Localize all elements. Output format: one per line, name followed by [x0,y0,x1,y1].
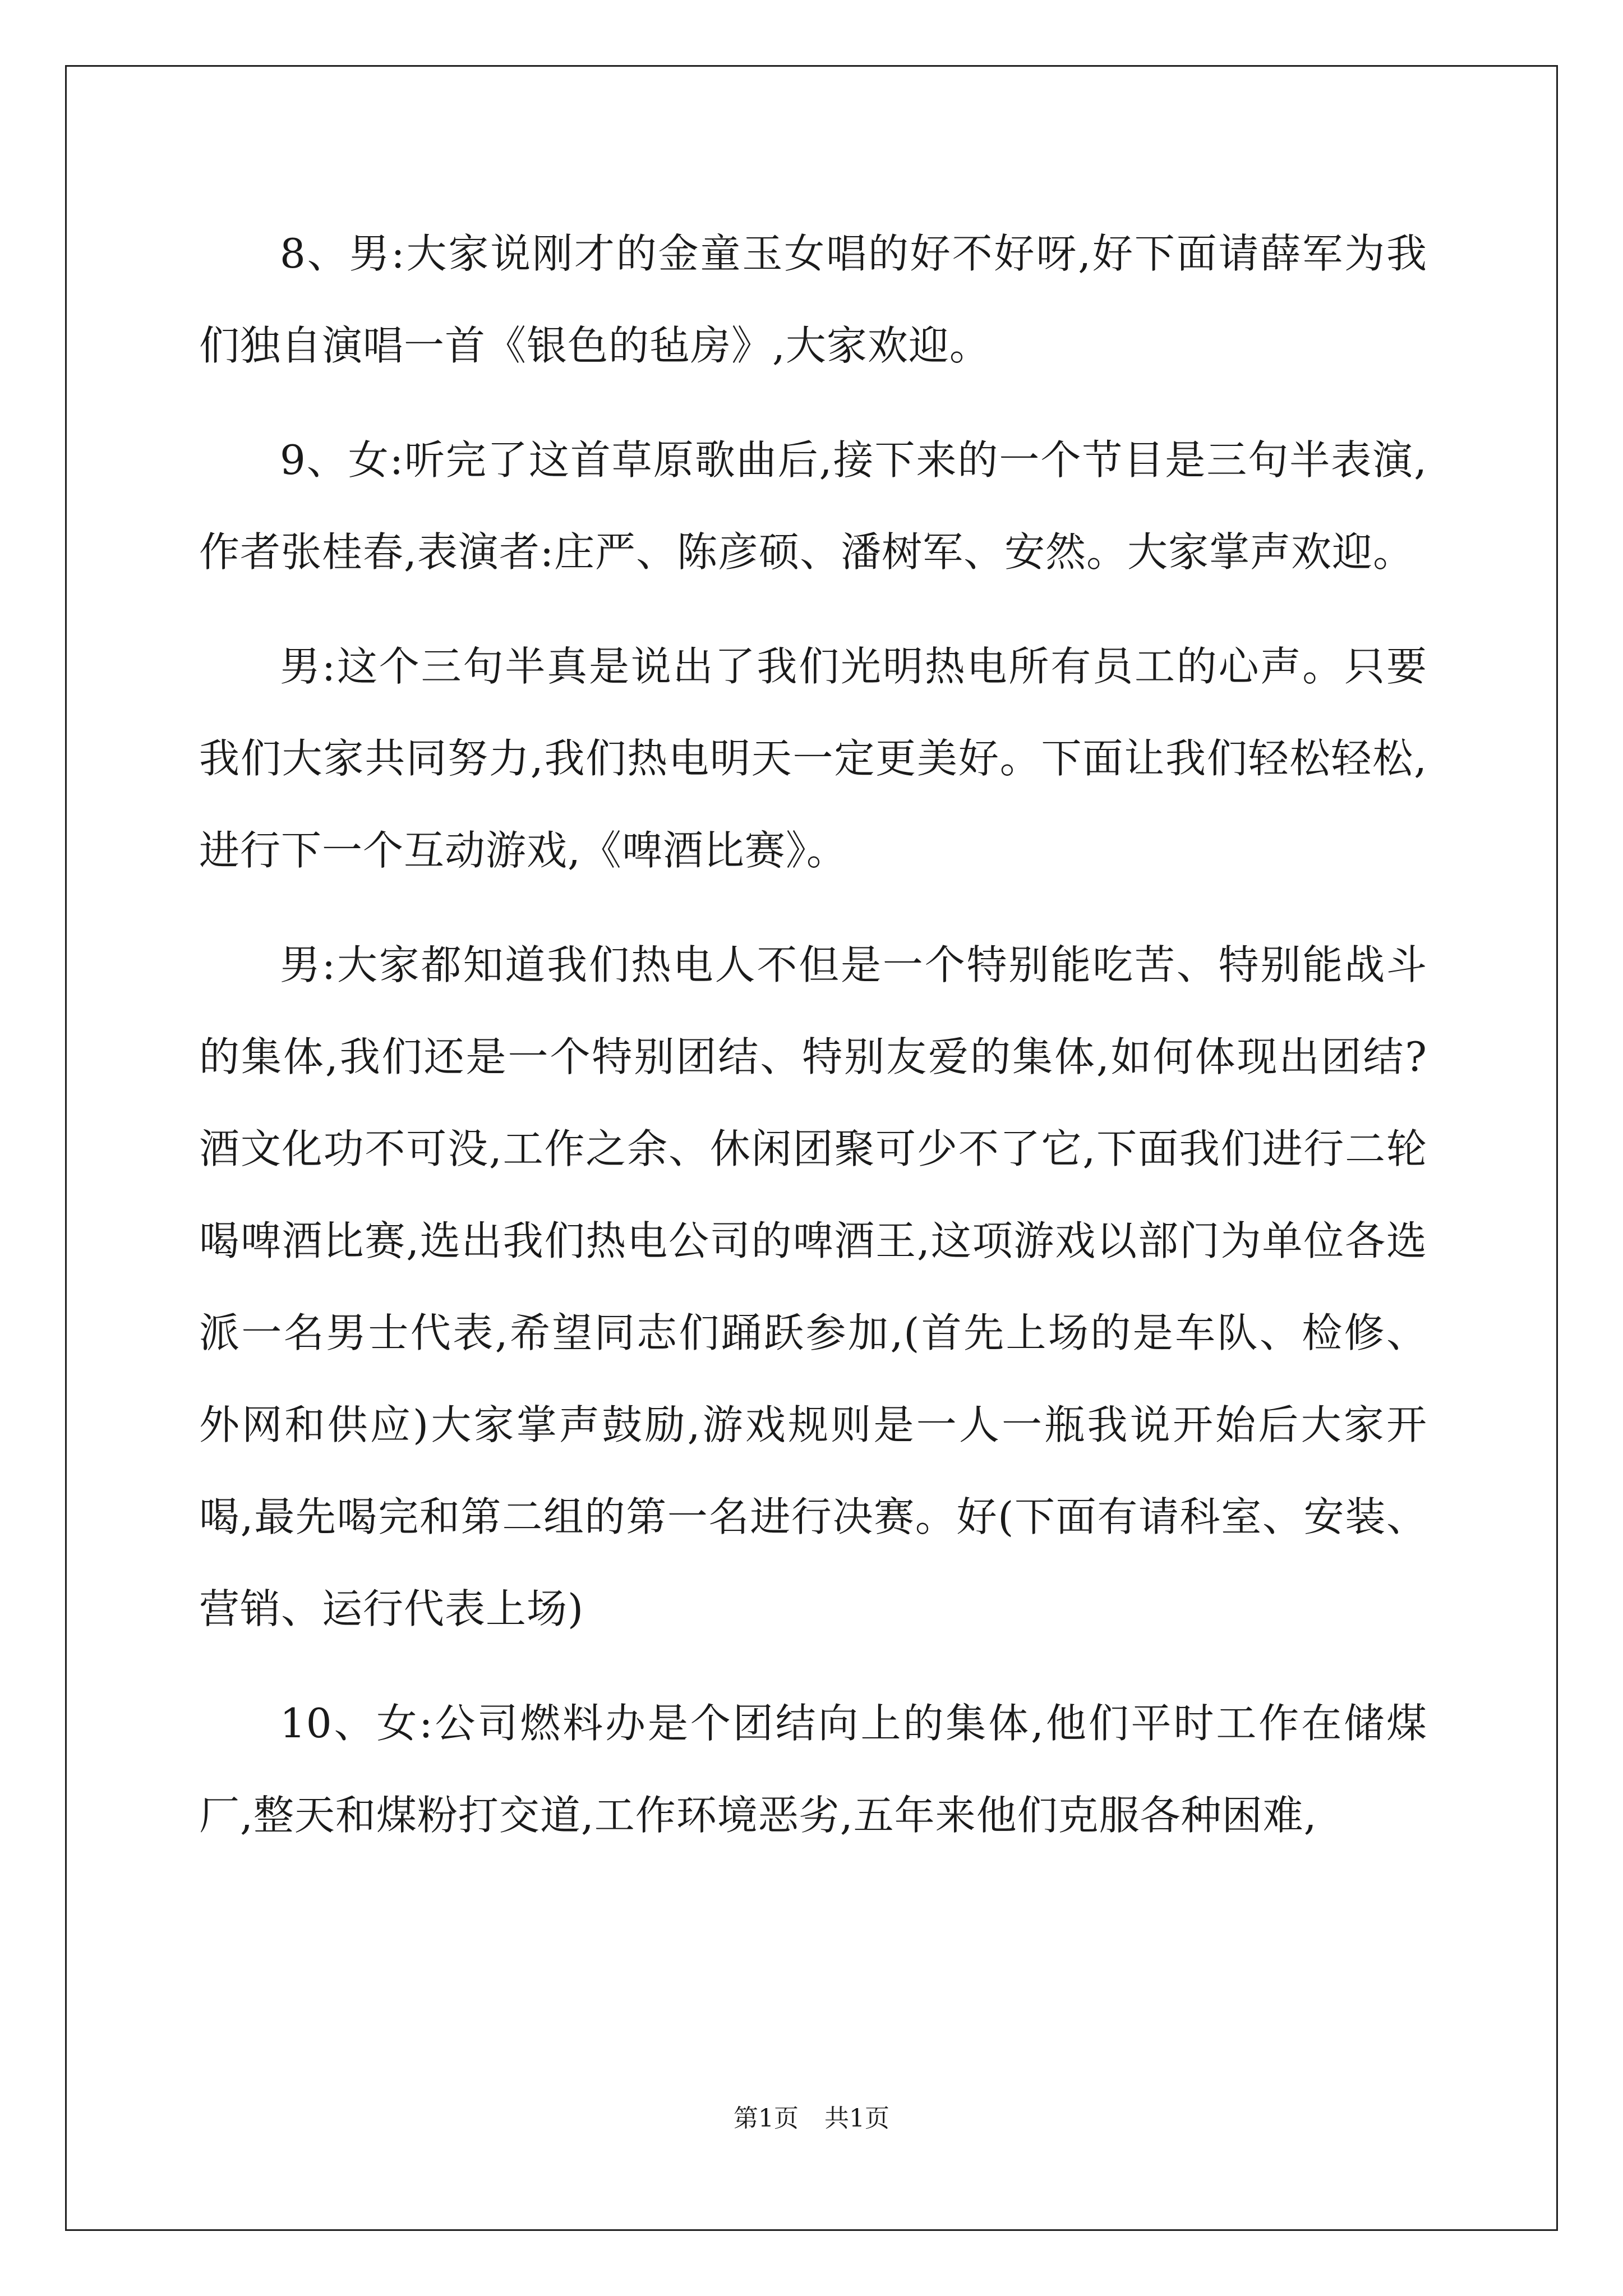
paragraph: 男:大家都知道我们热电人不但是一个特别能吃苦、特别能战斗的集体,我们还是一个特别团结、特别友爱的集体,如何体现出团结?酒文化功不可没,工作之余、休闲团聚可少不了它,下面我们进行二轮喝啤酒比赛,选出我们热电公司的啤酒王,这项游戏以部门为单位各选派一名男士代表,希望同志们踊跃参加,(首先上场的是车队、检修、外网和供应)大家掌声鼓励,游戏规则是一人一瓶我说开始后大家开喝,最先喝完和第二组的第一名进行决赛。好(下面有请科室、安装、营销、运行代表上场) [199,941,1427,1632]
paragraph: 男:这个三句半真是说出了我们光明热电所有员工的心声。只要我们大家共同努力,我们热电明天一定更美好。下面让我们轻松轻松,进行下一个互动游戏,《啤酒比赛》。 [199,643,1427,874]
paragraph: 9、女:听完了这首草原歌曲后,接下来的一个节目是三句半表演,作者张桂春,表演者:庄严、陈彦硕、潘树军、安然。大家掌声欢迎。 [199,436,1427,576]
page-number-current: 第1页 [734,2104,799,2133]
page-number-total: 共1页 [824,2104,889,2133]
document-body [199,208,1427,1884]
paragraph: 10、女:公司燃料办是个团结向上的集体,他们平时工作在储煤厂,整天和煤粉打交道,工作环境恶劣,五年来他们克服各种困难, [199,1700,1427,1839]
page-footer [0,2098,1623,2134]
paragraph: 8、男:大家说刚才的金童玉女唱的好不好呀,好下面请薛军为我们独自演唱一首《银色的毡房》,大家欢迎。 [199,230,1427,369]
